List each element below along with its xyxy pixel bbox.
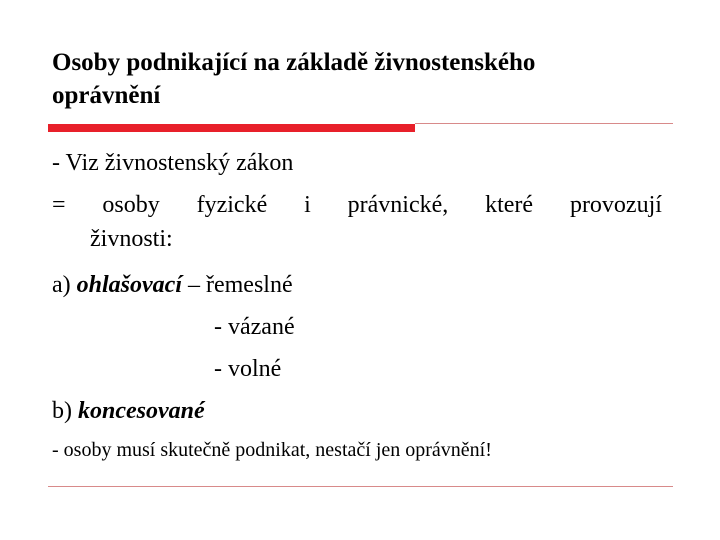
title-line-1: Osoby podnikající na základě živnostenského xyxy=(52,49,536,76)
slide-body xyxy=(52,142,662,432)
body-line-item-b xyxy=(52,390,662,432)
definition-word: osoby xyxy=(102,192,160,218)
body-line-subtype-free: - volné xyxy=(214,356,282,382)
body-line-definition xyxy=(52,184,662,226)
item-b-term: koncesované xyxy=(78,398,205,424)
definition-word: právnické, xyxy=(347,192,449,218)
body-line-law-reference: - Viz živnostenský zákon xyxy=(52,150,294,176)
definition-word: fyzické xyxy=(196,192,268,218)
slide-note: - osoby musí skutečně podnikat, nestačí jen oprávnění! xyxy=(52,439,492,461)
definition-word: které xyxy=(485,192,534,218)
title-divider-line xyxy=(415,123,673,124)
definition-word: i xyxy=(304,192,311,218)
slide-title xyxy=(52,46,672,112)
item-a-marker: a) xyxy=(52,272,71,298)
body-line-definition-continued: živnosti: xyxy=(90,226,173,252)
item-a-subtype-craft: – řemeslné xyxy=(187,272,293,298)
item-a-term: ohlašovací xyxy=(76,272,182,298)
body-line-item-a xyxy=(52,264,662,306)
title-accent-bar xyxy=(48,124,415,132)
definition-word: = xyxy=(52,192,66,218)
definition-word: provozují xyxy=(569,192,662,218)
bottom-divider-line xyxy=(48,486,673,487)
title-line-2: oprávnění xyxy=(52,82,161,109)
item-b-marker: b) xyxy=(52,398,72,424)
body-line-subtype-bound: - vázané xyxy=(214,314,295,340)
